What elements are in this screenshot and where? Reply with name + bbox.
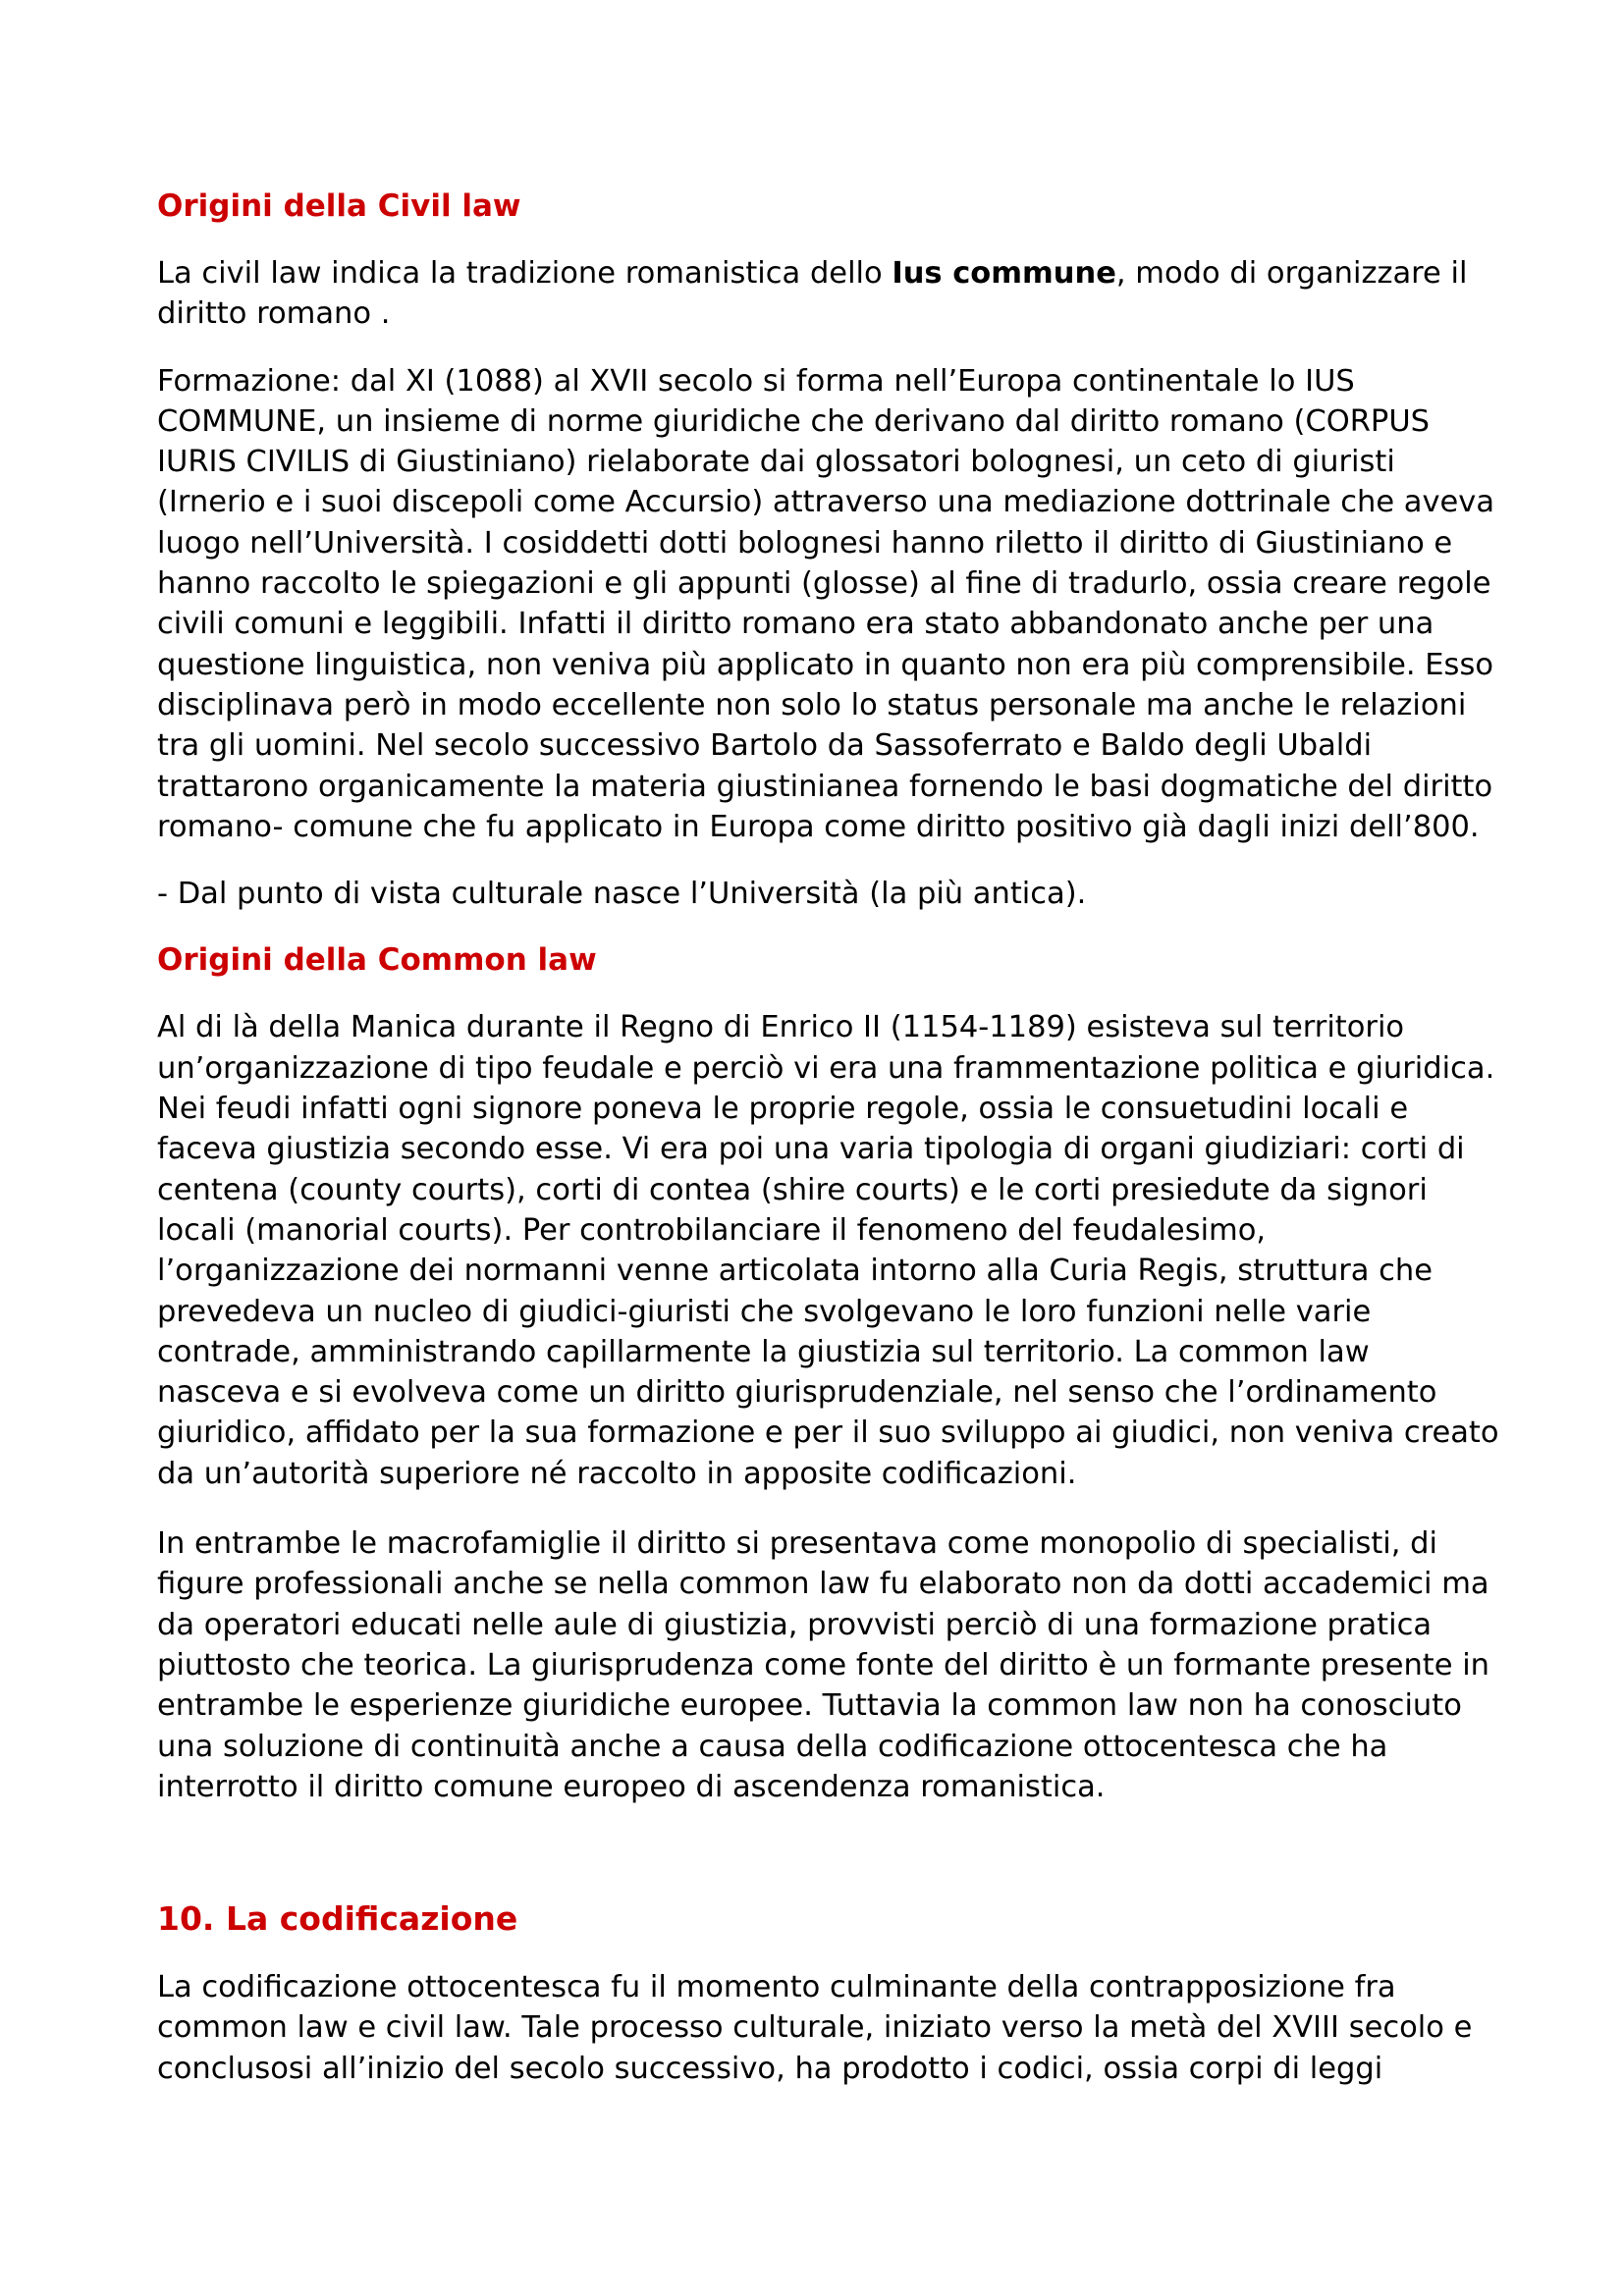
heading-codificazione: 10. La codificazione bbox=[157, 1899, 518, 1939]
paragraph-civil-law-formation: Formazione: dal XI (1088) al XVII secolo si forma nell’Europa continentale lo IUS COMMUNE, un insieme di norme giuridiche che derivano dal diritto romano (CORPUS IURIS CIVILIS di Giustiniano) rielaborate dai glossatori bolognesi, un ceto di giuristi (Irnerio e i suoi discepoli come Accursio) attraverso una mediazione dottrinale che aveva luogo nell’Università. I cosiddetti dotti bolognesi hanno riletto il diritto di Giustiniano e hanno raccolto le spiegazioni e gli appunti (glosse) al fine di tradurlo, ossia creare regole civili comuni e leggibili. Infatti il diritto romano era stato abbandonato anche per una questione linguistica, non veniva più applicato in quanto non era più comprensibile. Esso disciplinava però in modo eccellente non solo lo status personale ma anche le relazioni tra gli uomini. Nel secolo successivo Bartolo da Sassoferrato e Baldo degli Ubaldi trattarono organicamente la materia giustinianea fornendo le basi dogmatiche del diritto romano- comune che fu applicato in Europa come diritto positivo già dagli inizi dell’800. bbox=[157, 363, 1495, 844]
paragraph-university-note: - Dal punto di vista culturale nasce l’Università (la più antica). bbox=[157, 877, 1087, 912]
heading-civil-law: Origini della Civil law bbox=[157, 188, 521, 224]
heading-common-law: Origini della Common law bbox=[157, 942, 597, 979]
intro-text-start: La civil law indica la tradizione romanistica dello bbox=[157, 256, 893, 291]
intro-text-end: , modo di organizzare il diritto romano . bbox=[157, 256, 1468, 332]
paragraph-civil-law-intro bbox=[157, 253, 1502, 335]
ius-commune-term: Ius commune bbox=[892, 256, 1116, 291]
paragraph-comparison: In entrambe le macrofamiglie il diritto si presentava come monopolio di specialisti, di figure professionali anche se nella common law fu elaborato non da dotti accademici ma da operatori educati nelle aule di giustizia, provvisti perciò di una formazione pratica piuttosto che teorica. La giurisprudenza come fonte del diritto è un formante presente in entrambe le esperienze giuridiche europee. Tuttavia la common law non ha conosciuto una soluzione di continuità anche a causa della codificazione ottocentesca che ha interrotto il diritto comune europeo di ascendenza romanistica. bbox=[157, 1526, 1490, 1804]
paragraph-codificazione: La codificazione ottocentesca fu il momento culminante della contrapposizione fra common law e civil law. Tale processo culturale, iniziato verso la metà del XVIII secolo e conclusosi all’inizio del secolo successivo, ha prodotto i codici, ossia corpi di leggi bbox=[157, 1970, 1473, 2086]
paragraph-common-law-origins: Al di là della Manica durante il Regno di Enrico II (1154-1189) esisteva sul territorio un’organizzazione di tipo feudale e perciò vi era una frammentazione politica e giuridica. Nei feudi infatti ogni signore poneva le proprie regole, ossia le consuetudini locali e faceva giustizia secondo esse. Vi era poi una varia tipologia di organi giudiziari: corti di centena (county courts), corti di contea (shire courts) e le corti presiedute da signori locali (manorial courts). Per controbilanciare il fenomeno del feudalesimo, l’organizzazione dei normanni venne articolata intorno alla Curia Regis, struttura che prevedeva un nucleo di giudici-giuristi che svolgevano le loro funzioni nelle varie contrade, amministrando capillarmente la giustizia sul territorio. La common law nasceva e si evolveva come un diritto giurisprudenziale, nel senso che l’ordinamento giuridico, affidato per la sua formazione e per il suo sviluppo ai giudici, non veniva creato da un’autorità superiore né raccolto in apposite codificazioni. bbox=[157, 1010, 1499, 1491]
document-page bbox=[157, 187, 1502, 2089]
